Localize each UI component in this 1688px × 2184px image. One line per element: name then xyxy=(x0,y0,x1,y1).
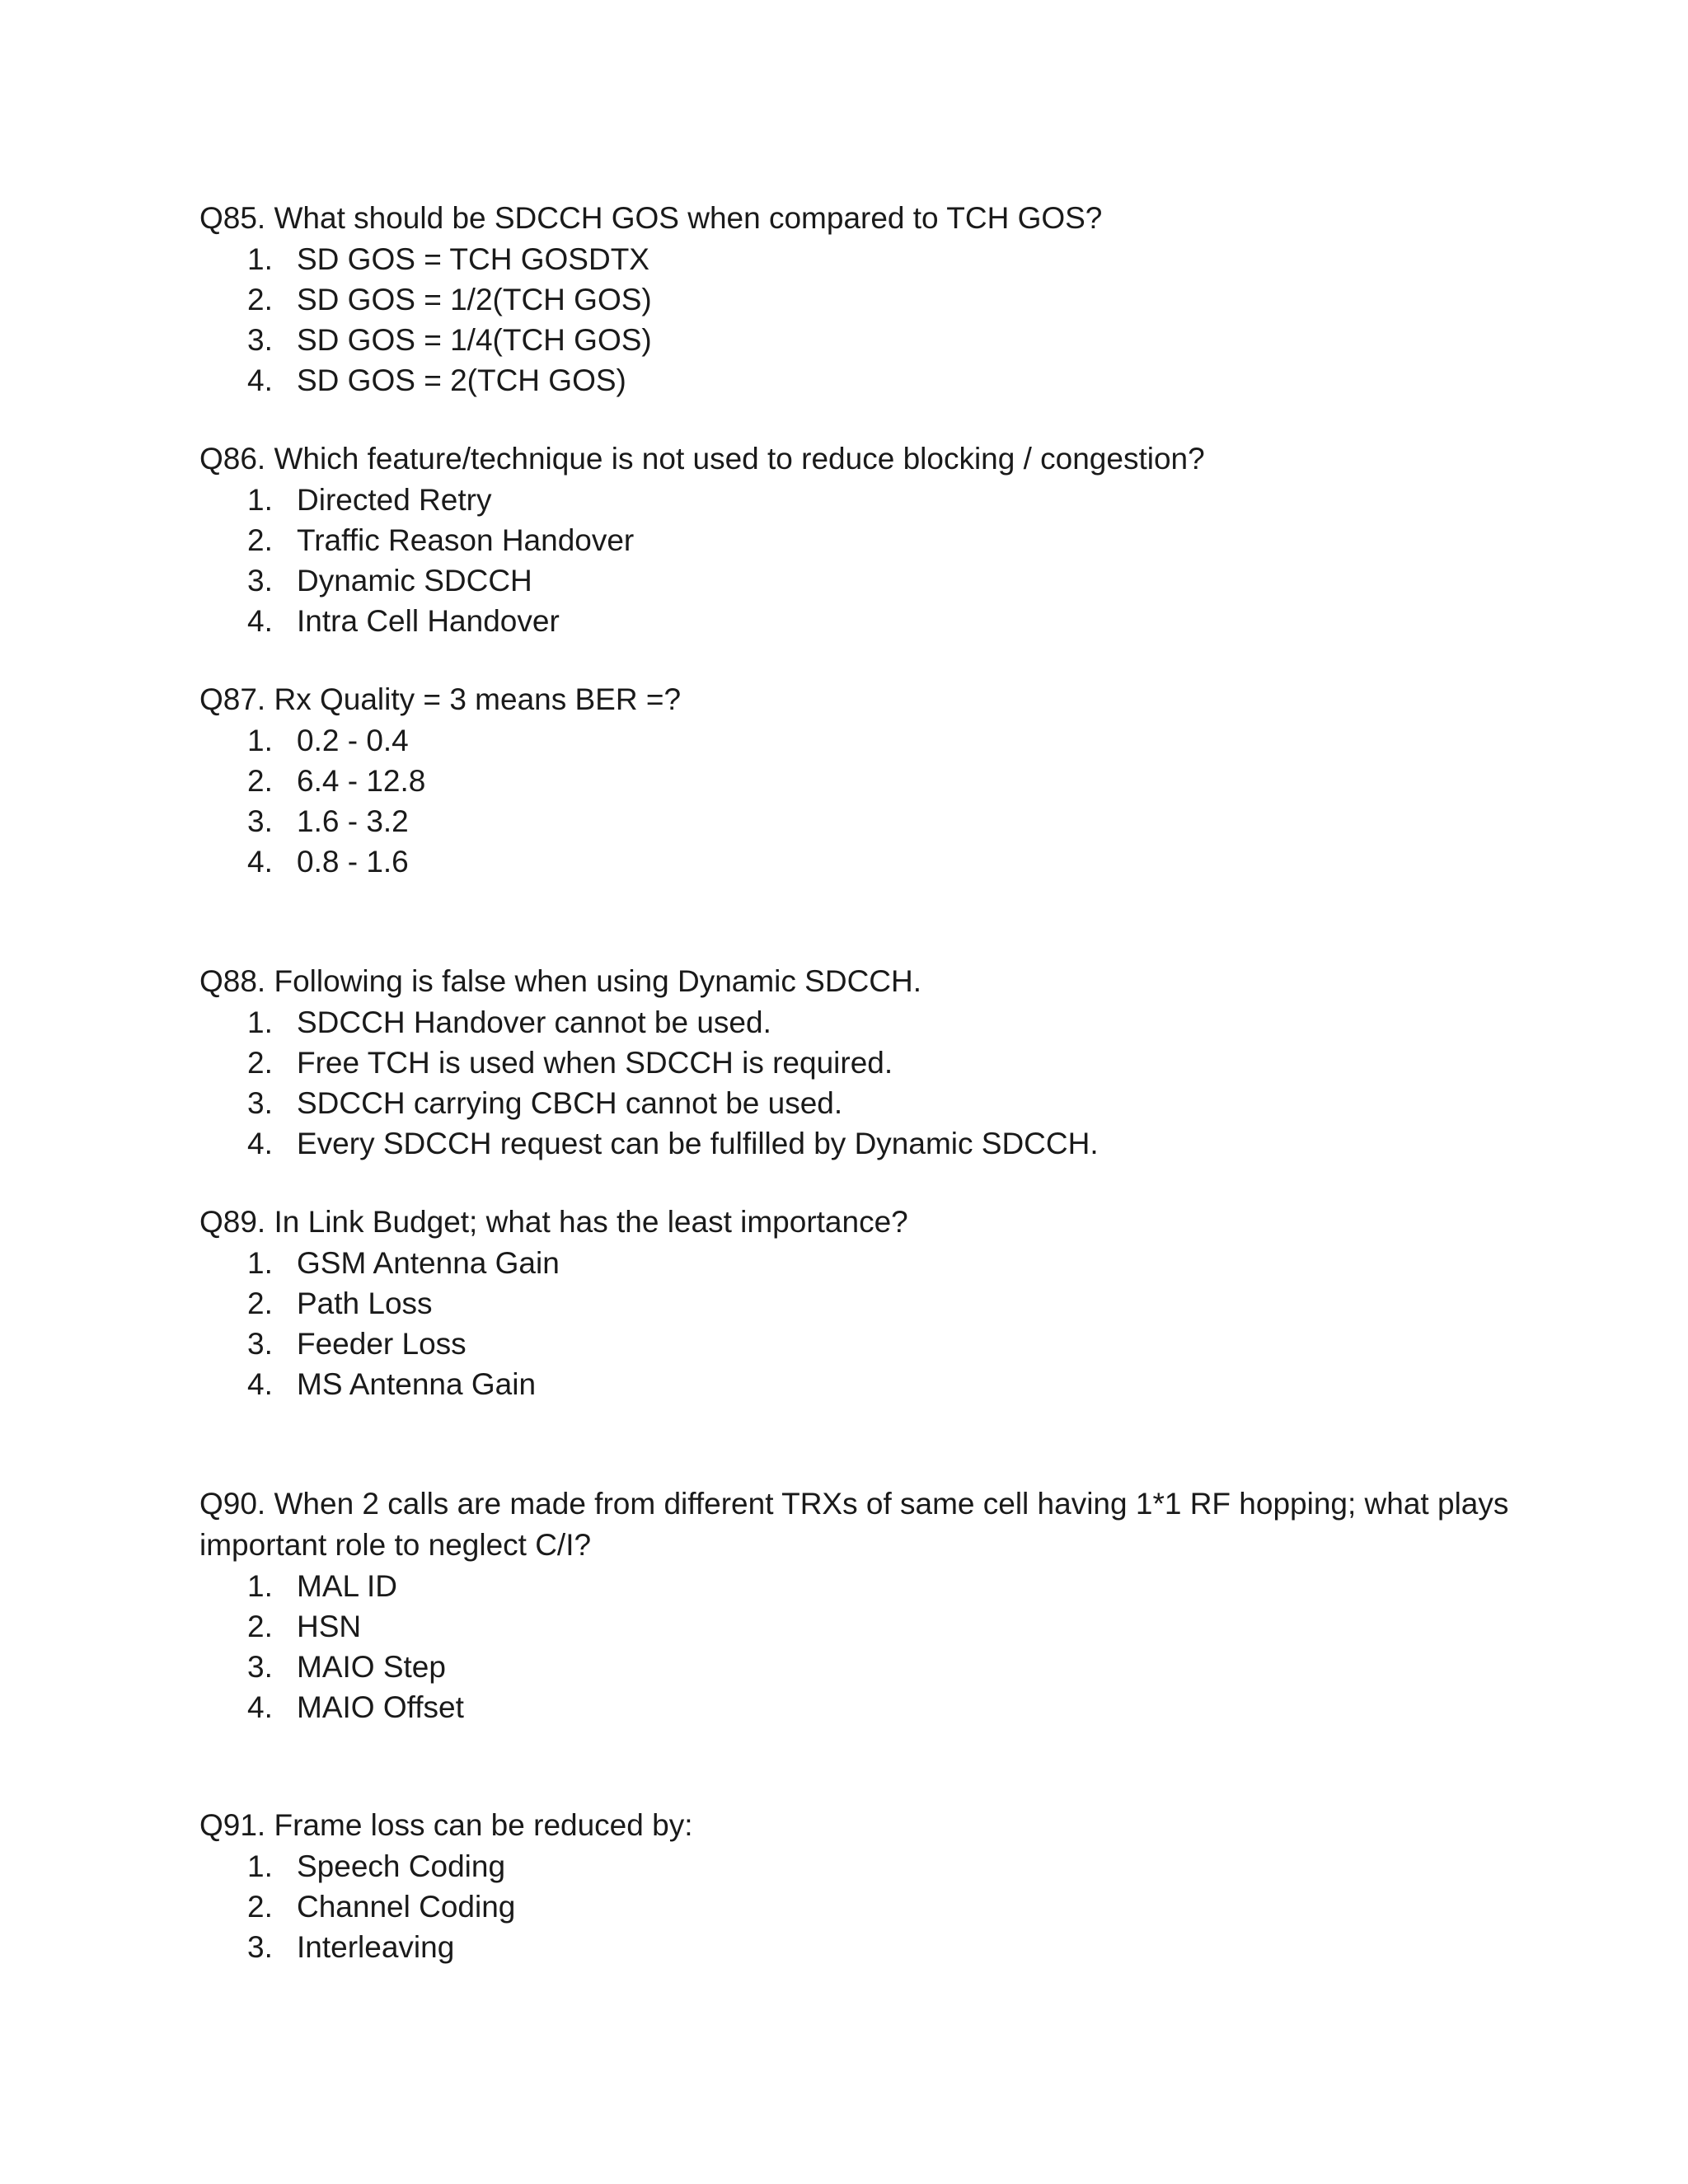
question-q89 xyxy=(199,1202,1535,1404)
option-number: 4. xyxy=(247,1367,273,1401)
option-number: 2. xyxy=(247,283,273,316)
option-text: Free TCH is used when SDCCH is required. xyxy=(297,1046,893,1080)
option-number: 3. xyxy=(247,804,273,838)
option-item xyxy=(199,560,1535,601)
option-text: Channel Coding xyxy=(297,1890,516,1924)
question-q91 xyxy=(199,1805,1535,1967)
option-number: 3. xyxy=(247,1086,273,1120)
option-item xyxy=(199,720,1535,761)
question-q86 xyxy=(199,438,1535,641)
question-text: Q90. When 2 calls are made from different TRXs of same cell having 1*1 RF hopping; what plays important role to neglect C/I? xyxy=(199,1487,1517,1562)
option-item xyxy=(199,520,1535,560)
option-text: SD GOS = 2(TCH GOS) xyxy=(297,363,626,397)
option-item xyxy=(199,601,1535,641)
option-number: 1. xyxy=(247,242,273,276)
option-list xyxy=(199,480,1535,641)
option-item xyxy=(199,1243,1535,1283)
option-number: 3. xyxy=(247,564,273,598)
option-text: Speech Coding xyxy=(297,1849,506,1883)
option-item xyxy=(199,1043,1535,1083)
option-text: 0.8 - 1.6 xyxy=(297,845,409,879)
option-list xyxy=(199,1243,1535,1404)
option-list xyxy=(199,239,1535,401)
option-text: Feeder Loss xyxy=(297,1327,467,1361)
question-text: Q88. Following is false when using Dynamic SDCCH. xyxy=(199,964,922,998)
option-number: 4. xyxy=(247,604,273,638)
option-text: SD GOS = 1/2(TCH GOS) xyxy=(297,283,652,316)
option-number: 2. xyxy=(247,523,273,557)
option-number: 1. xyxy=(247,1246,273,1280)
option-item xyxy=(199,320,1535,360)
option-number: 1. xyxy=(247,1849,273,1883)
option-item xyxy=(199,1324,1535,1364)
option-number: 2. xyxy=(247,1890,273,1924)
option-item xyxy=(199,1123,1535,1164)
option-text: 6.4 - 12.8 xyxy=(297,764,426,798)
option-item xyxy=(199,1002,1535,1043)
option-number: 1. xyxy=(247,1005,273,1039)
option-list xyxy=(199,1566,1535,1727)
question-text: Q85. What should be SDCCH GOS when compared to TCH GOS? xyxy=(199,201,1103,235)
question-text: Q89. In Link Budget; what has the least importance? xyxy=(199,1205,908,1239)
option-text: Interleaving xyxy=(297,1930,455,1964)
option-item xyxy=(199,1566,1535,1606)
option-text: MAIO Offset xyxy=(297,1690,464,1724)
option-number: 4. xyxy=(247,845,273,879)
option-number: 4. xyxy=(247,1690,273,1724)
option-number: 1. xyxy=(247,1569,273,1603)
option-text: MAL ID xyxy=(297,1569,397,1603)
option-item xyxy=(199,480,1535,520)
option-item xyxy=(199,1687,1535,1727)
option-text: SD GOS = 1/4(TCH GOS) xyxy=(297,323,652,357)
option-text: Traffic Reason Handover xyxy=(297,523,635,557)
option-item xyxy=(199,1364,1535,1404)
option-item xyxy=(199,1846,1535,1886)
option-number: 1. xyxy=(247,724,273,757)
option-number: 4. xyxy=(247,363,273,397)
option-item xyxy=(199,1886,1535,1927)
option-item xyxy=(199,1927,1535,1967)
option-item xyxy=(199,1083,1535,1123)
option-text: SDCCH Handover cannot be used. xyxy=(297,1005,771,1039)
option-text: Intra Cell Handover xyxy=(297,604,560,638)
option-number: 3. xyxy=(247,1327,273,1361)
option-text: SD GOS = TCH GOSDTX xyxy=(297,242,649,276)
option-text: Directed Retry xyxy=(297,483,492,517)
option-number: 2. xyxy=(247,1610,273,1643)
option-item xyxy=(199,239,1535,279)
option-number: 3. xyxy=(247,1930,273,1964)
question-text: Q87. Rx Quality = 3 means BER =? xyxy=(199,682,682,716)
option-text: Path Loss xyxy=(297,1286,433,1320)
option-item xyxy=(199,761,1535,801)
option-item xyxy=(199,841,1535,882)
option-text: SDCCH carrying CBCH cannot be used. xyxy=(297,1086,843,1120)
question-q85 xyxy=(199,198,1535,401)
option-number: 2. xyxy=(247,1046,273,1080)
option-list xyxy=(199,720,1535,882)
option-number: 2. xyxy=(247,764,273,798)
question-q90 xyxy=(199,1483,1535,1727)
option-item xyxy=(199,360,1535,401)
option-item xyxy=(199,1647,1535,1687)
option-item xyxy=(199,1283,1535,1324)
option-text: 1.6 - 3.2 xyxy=(297,804,409,838)
option-text: HSN xyxy=(297,1610,362,1643)
option-list xyxy=(199,1002,1535,1164)
option-text: 0.2 - 0.4 xyxy=(297,724,409,757)
question-text: Q86. Which feature/technique is not used to reduce blocking / congestion? xyxy=(199,442,1205,476)
option-list xyxy=(199,1846,1535,1967)
option-text: GSM Antenna Gain xyxy=(297,1246,560,1280)
option-item xyxy=(199,801,1535,841)
option-text: MS Antenna Gain xyxy=(297,1367,537,1401)
question-q88 xyxy=(199,961,1535,1164)
question-text: Q91. Frame loss can be reduced by: xyxy=(199,1808,693,1842)
option-item xyxy=(199,279,1535,320)
option-text: Every SDCCH request can be fulfilled by Dynamic SDCCH. xyxy=(297,1127,1099,1160)
option-number: 3. xyxy=(247,323,273,357)
option-number: 2. xyxy=(247,1286,273,1320)
option-text: Dynamic SDCCH xyxy=(297,564,532,598)
option-item xyxy=(199,1606,1535,1647)
question-q87 xyxy=(199,679,1535,882)
option-number: 1. xyxy=(247,483,273,517)
option-text: MAIO Step xyxy=(297,1650,446,1684)
option-number: 4. xyxy=(247,1127,273,1160)
option-number: 3. xyxy=(247,1650,273,1684)
